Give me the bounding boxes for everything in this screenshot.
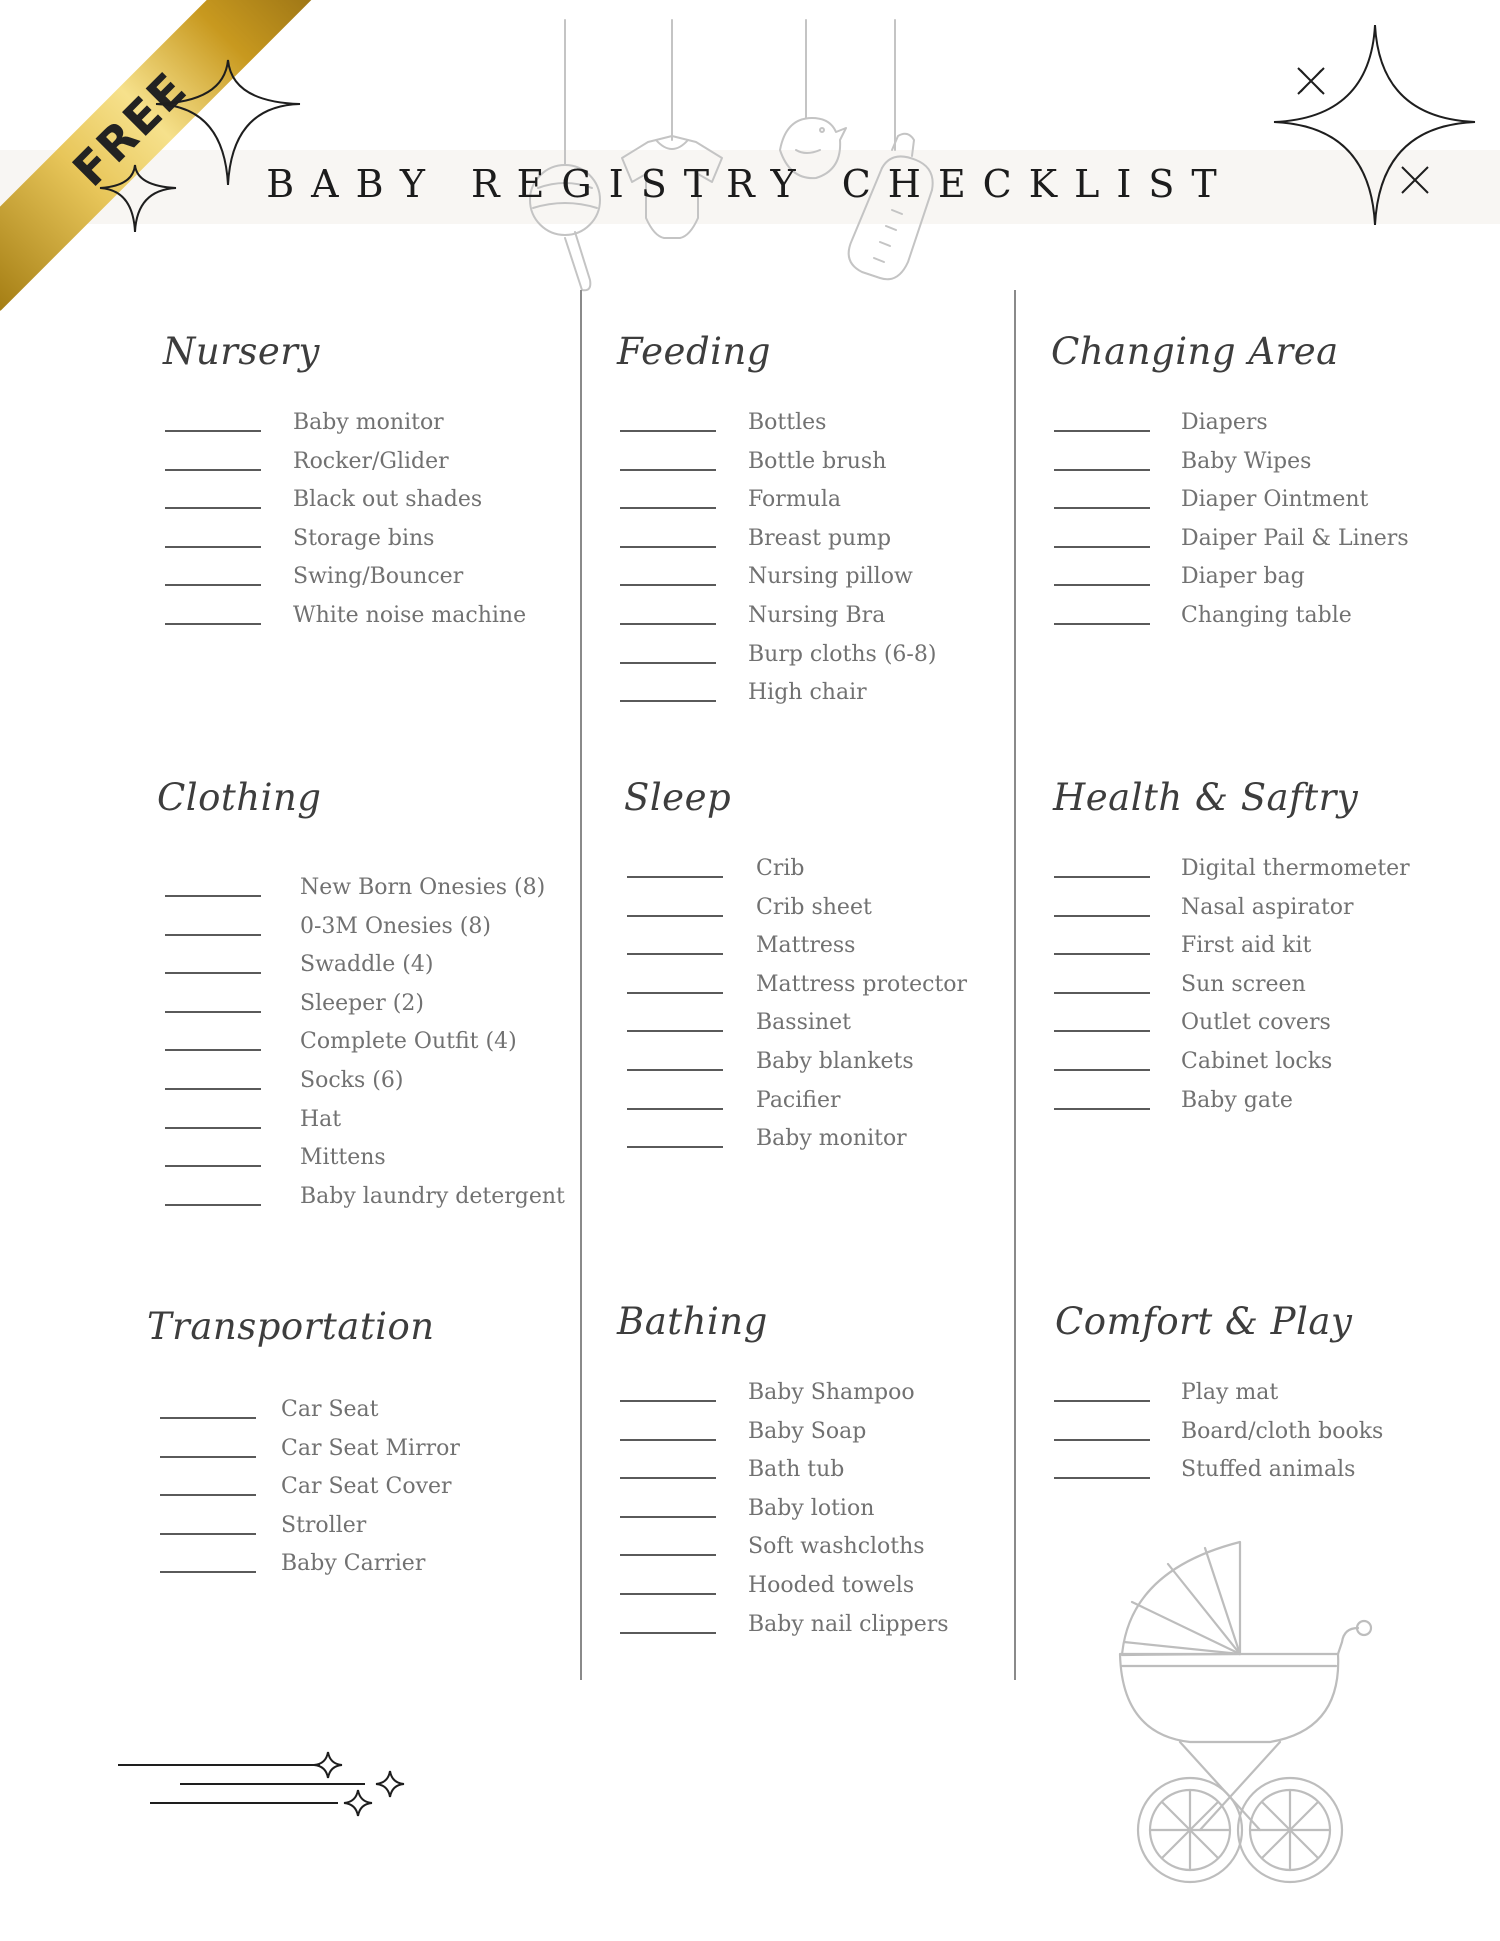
- checkbox-line[interactable]: [627, 915, 723, 917]
- checkbox-line[interactable]: [160, 1417, 256, 1419]
- checkbox-line[interactable]: [1054, 1030, 1150, 1032]
- item-label: Play mat: [1181, 1380, 1279, 1405]
- checkbox-line[interactable]: [1054, 546, 1150, 548]
- item-label: Burp cloths (6-8): [748, 641, 937, 667]
- item-label: Mittens: [300, 1145, 386, 1171]
- item-label: Stroller: [281, 1512, 367, 1538]
- section-title: Nursery: [163, 330, 320, 373]
- checkbox-line[interactable]: [1054, 623, 1150, 625]
- checkbox-line[interactable]: [165, 623, 261, 625]
- item-label: Mattress protector: [756, 971, 968, 997]
- item-label: Pacifier: [756, 1087, 841, 1113]
- checkbox-line[interactable]: [160, 1571, 256, 1573]
- checkbox-line[interactable]: [620, 584, 716, 586]
- item-label: Changing table: [1181, 603, 1352, 628]
- checkbox-line[interactable]: [620, 1439, 716, 1441]
- checkbox-line[interactable]: [1054, 430, 1150, 432]
- checkbox-line[interactable]: [620, 546, 716, 548]
- column-divider: [580, 290, 582, 1680]
- item-label: Diaper Ointment: [1181, 487, 1369, 513]
- item-label: Digital thermometer: [1181, 856, 1410, 881]
- section-title: Feeding: [617, 330, 771, 373]
- checkbox-line[interactable]: [1054, 1069, 1150, 1071]
- checkbox-line[interactable]: [1054, 507, 1150, 509]
- item-label: Hat: [300, 1106, 342, 1132]
- checkbox-line[interactable]: [1054, 953, 1150, 955]
- checkbox-line[interactable]: [627, 992, 723, 994]
- free-ribbon-label: FREE: [62, 61, 198, 197]
- section-title: Changing Area: [1051, 330, 1339, 373]
- item-label: Complete Outfit (4): [300, 1029, 517, 1055]
- checkbox-line[interactable]: [627, 1069, 723, 1071]
- checkbox-line[interactable]: [1054, 1477, 1150, 1479]
- item-label: Swaddle (4): [300, 952, 434, 978]
- checkbox-line[interactable]: [165, 469, 261, 471]
- checkbox-line[interactable]: [620, 1593, 716, 1595]
- column-divider: [1014, 290, 1016, 1680]
- checkbox-line[interactable]: [1054, 469, 1150, 471]
- item-label: Sun screen: [1181, 971, 1306, 997]
- item-label: Board/cloth books: [1181, 1418, 1384, 1444]
- item-label: Outlet covers: [1181, 1010, 1331, 1036]
- checkbox-line[interactable]: [627, 1030, 723, 1032]
- item-label: Soft washcloths: [748, 1534, 925, 1560]
- item-label: Baby monitor: [756, 1126, 907, 1152]
- item-label: Baby Carrier: [281, 1551, 426, 1577]
- section-title: Comfort & Play: [1055, 1300, 1353, 1343]
- page-title: BABY REGISTRY CHECKLIST: [266, 162, 1234, 206]
- checkbox-line[interactable]: [620, 1554, 716, 1556]
- item-label: Cabinet locks: [1181, 1049, 1333, 1074]
- checkbox-line[interactable]: [1054, 1439, 1150, 1441]
- item-label: Formula: [748, 487, 842, 513]
- checkbox-line[interactable]: [160, 1456, 256, 1458]
- checkbox-line[interactable]: [620, 1400, 716, 1402]
- item-label: Baby blankets: [756, 1049, 914, 1074]
- item-label: New Born Onesies (8): [300, 875, 546, 900]
- checkbox-line[interactable]: [165, 1088, 261, 1090]
- item-label: Rocker/Glider: [293, 448, 449, 474]
- item-label: White noise machine: [293, 603, 527, 628]
- item-label: Crib: [756, 856, 805, 881]
- item-label: Mattress: [756, 933, 856, 959]
- item-label: Breast pump: [748, 525, 892, 551]
- checkbox-line[interactable]: [620, 1632, 716, 1634]
- item-label: Hooded towels: [748, 1573, 915, 1598]
- checkbox-line[interactable]: [627, 1108, 723, 1110]
- item-label: Car Seat Mirror: [281, 1435, 460, 1461]
- item-label: Crib sheet: [756, 894, 872, 920]
- item-label: Baby Shampoo: [748, 1380, 915, 1405]
- checkbox-line[interactable]: [1054, 876, 1150, 878]
- item-label: Nursing Bra: [748, 603, 886, 628]
- checkbox-line[interactable]: [627, 876, 723, 878]
- checkbox-line[interactable]: [165, 895, 261, 897]
- item-label: Baby Wipes: [1181, 448, 1312, 474]
- item-label: Baby laundry detergent: [300, 1183, 565, 1209]
- checkbox-line[interactable]: [620, 1516, 716, 1518]
- checkbox-line[interactable]: [165, 934, 261, 936]
- checkbox-line[interactable]: [165, 972, 261, 974]
- checkbox-line[interactable]: [620, 430, 716, 432]
- item-label: Baby Soap: [748, 1418, 867, 1444]
- checkbox-line[interactable]: [165, 584, 261, 586]
- checkbox-line[interactable]: [1054, 992, 1150, 994]
- checkbox-line[interactable]: [620, 469, 716, 471]
- checkbox-line[interactable]: [620, 700, 716, 702]
- checkbox-line[interactable]: [165, 430, 261, 432]
- checkbox-line[interactable]: [160, 1533, 256, 1535]
- section-title: Bathing: [617, 1300, 768, 1343]
- item-label: Baby gate: [1181, 1087, 1293, 1113]
- item-label: Bottle brush: [748, 448, 887, 474]
- hanging-mobile-icon: [500, 0, 980, 320]
- item-label: Baby monitor: [293, 410, 444, 435]
- checkbox-line[interactable]: [165, 1204, 261, 1206]
- item-label: Baby lotion: [748, 1495, 875, 1521]
- checkbox-line[interactable]: [1054, 915, 1150, 917]
- item-label: Daiper Pail & Liners: [1181, 525, 1409, 551]
- item-label: Nasal aspirator: [1181, 894, 1354, 920]
- checkbox-line[interactable]: [620, 623, 716, 625]
- section-title: Sleep: [624, 776, 732, 819]
- checkbox-line[interactable]: [1054, 1400, 1150, 1402]
- item-label: Bath tub: [748, 1457, 845, 1483]
- checkbox-line[interactable]: [165, 1011, 261, 1013]
- checkbox-line[interactable]: [620, 507, 716, 509]
- section-title: Clothing: [157, 776, 322, 819]
- item-label: Bassinet: [756, 1010, 851, 1036]
- checkbox-line[interactable]: [165, 546, 261, 548]
- item-label: Diapers: [1181, 410, 1268, 435]
- item-label: First aid kit: [1181, 933, 1312, 959]
- checkbox-line[interactable]: [627, 953, 723, 955]
- item-label: Sleeper (2): [300, 990, 424, 1016]
- checkbox-line[interactable]: [620, 1477, 716, 1479]
- checkbox-line[interactable]: [165, 1049, 261, 1051]
- checkbox-line[interactable]: [165, 507, 261, 509]
- sparkle-icon: [1260, 10, 1500, 240]
- item-label: Diaper bag: [1181, 564, 1305, 590]
- item-label: Car Seat: [281, 1397, 379, 1422]
- checkbox-line[interactable]: [627, 1146, 723, 1148]
- checkbox-line[interactable]: [1054, 584, 1150, 586]
- checkbox-line[interactable]: [165, 1127, 261, 1129]
- item-label: Socks (6): [300, 1068, 404, 1093]
- item-label: Car Seat Cover: [281, 1474, 452, 1500]
- sparkle-icon: [0, 0, 320, 240]
- item-label: Black out shades: [293, 487, 483, 513]
- section-title: Health & Saftry: [1053, 776, 1359, 819]
- item-label: 0-3M Onesies (8): [300, 913, 491, 939]
- checkbox-line[interactable]: [160, 1494, 256, 1496]
- item-label: Nursing pillow: [748, 564, 913, 590]
- item-label: High chair: [748, 680, 867, 706]
- section-title: Transportation: [147, 1305, 435, 1348]
- checkbox-line[interactable]: [165, 1165, 261, 1167]
- checkbox-line[interactable]: [1054, 1108, 1150, 1110]
- checkbox-line[interactable]: [620, 662, 716, 664]
- item-label: Stuffed animals: [1181, 1457, 1356, 1483]
- item-label: Swing/Bouncer: [293, 564, 464, 590]
- pram-icon: [1110, 1530, 1430, 1870]
- shooting-stars-icon: [110, 1740, 410, 1830]
- item-label: Bottles: [748, 410, 827, 435]
- item-label: Storage bins: [293, 525, 435, 551]
- item-label: Baby nail clippers: [748, 1611, 949, 1637]
